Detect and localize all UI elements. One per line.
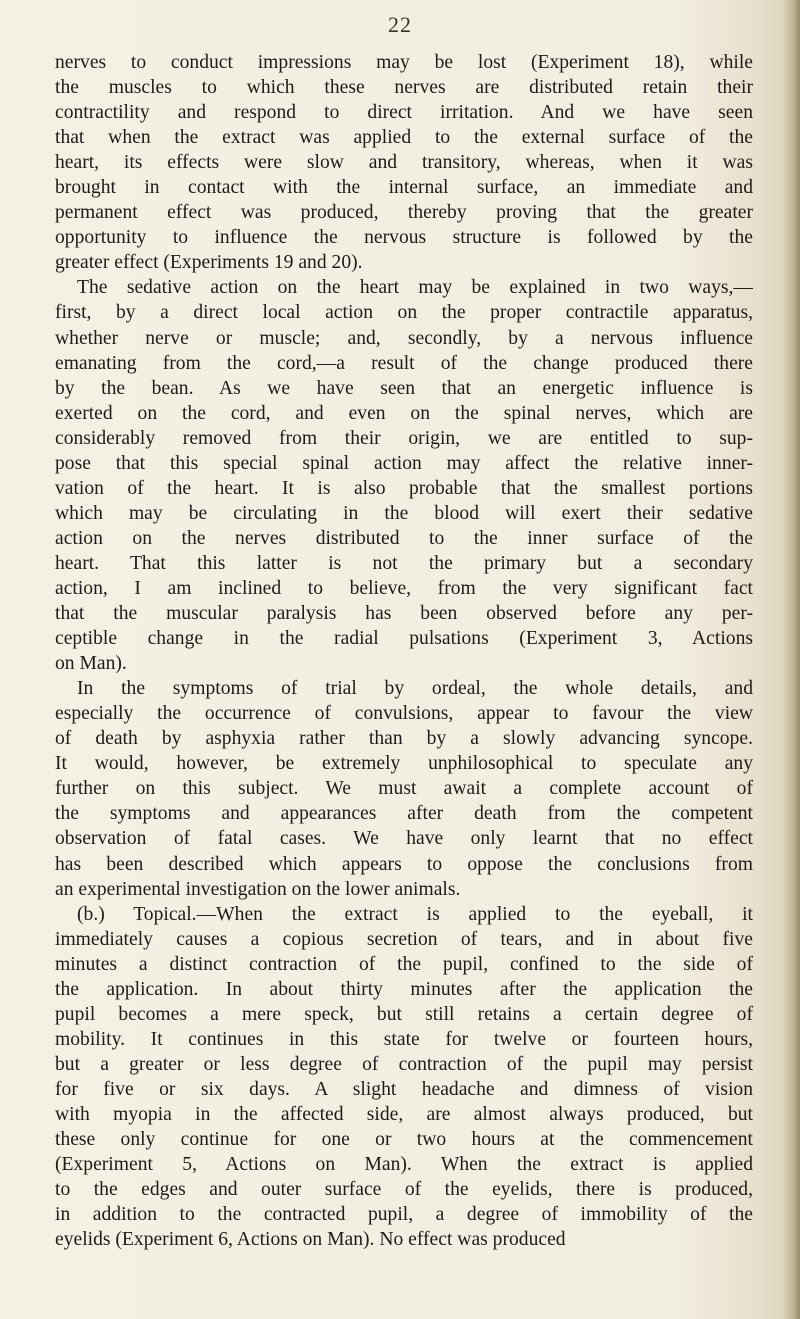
text-line: It would, however, be extremely unphilosophical to speculate any: [55, 753, 753, 775]
text-line: whether nerve or muscle; and, secondly, by a nervous influence: [55, 327, 753, 349]
text-line: minutes a distinct contraction of the pupil, confined to the side of: [55, 953, 753, 975]
text-line: the symptoms and appearances after death from the competent: [55, 803, 753, 825]
text-line: action on the nerves distributed to the inner surface of the: [55, 527, 753, 549]
text-line: these only continue for one or two hours at the commencement: [55, 1129, 753, 1151]
text-line: mobility. It continues in this state for twelve or fourteen hours,: [55, 1028, 753, 1050]
text-line: (Experiment 5, Actions on Man). When the extract is applied: [55, 1154, 753, 1176]
text-line: greater effect (Experiments 19 and 20).: [55, 252, 363, 274]
text-line: for five or six days. A slight headache and dimness of vision: [55, 1078, 753, 1100]
text-line: heart. That this latter is not the primary but a secondary: [55, 552, 753, 574]
text-line: with myopia in the affected side, are almost always produced, but: [55, 1103, 753, 1125]
text-line: eyelids (Experiment 6, Actions on Man). No effect was produced: [55, 1229, 566, 1251]
text-line: brought in contact with the internal surface, an immediate and: [55, 177, 753, 199]
text-line: emanating from the cord,—a result of the change produced there: [55, 352, 753, 374]
text-line: on Man).: [55, 653, 127, 675]
text-line: action, I am inclined to believe, from the very significant fact: [55, 577, 753, 599]
text-line: in addition to the contracted pupil, a degree of immobility of the: [55, 1204, 753, 1226]
text-line: that the muscular paralysis has been observed before any per-: [55, 603, 753, 625]
text-line: observation of fatal cases. We have only learnt that no effect: [55, 828, 753, 850]
text-line: exerted on the cord, and even on the spinal nerves, which are: [55, 402, 753, 424]
text-line: In the symptoms of trial by ordeal, the whole details, and: [77, 678, 753, 700]
text-line: that when the extract was applied to the external surface of the: [55, 127, 753, 149]
text-line: to the edges and outer surface of the eyelids, there is produced,: [55, 1179, 753, 1201]
text-line: immediately causes a copious secretion of tears, and in about five: [55, 928, 753, 950]
text-line: has been described which appears to oppose the conclusions from: [55, 853, 753, 875]
text-line: by the bean. As we have seen that an energetic influence is: [55, 377, 753, 399]
text-line: pupil becomes a mere speck, but still retains a certain degree of: [55, 1003, 753, 1025]
text-line: permanent effect was produced, thereby proving that the greater: [55, 202, 753, 224]
text-line: considerably removed from their origin, we are entitled to sup-: [55, 427, 753, 449]
text-line: first, by a direct local action on the proper contractile apparatus,: [55, 302, 753, 324]
text-line: especially the occurrence of convulsions, appear to favour the view: [55, 703, 753, 725]
text-line: which may be circulating in the blood will exert their sedative: [55, 502, 753, 524]
text-line: the muscles to which these nerves are distributed retain their: [55, 77, 753, 99]
text-line: but a greater or less degree of contraction of the pupil may persist: [55, 1053, 753, 1075]
text-line: ceptible change in the radial pulsations (Experiment 3, Actions: [55, 628, 753, 650]
text-line: vation of the heart. It is also probable that the smallest portions: [55, 477, 753, 499]
text-line: heart, its effects were slow and transitory, whereas, when it was: [55, 152, 753, 174]
text-line: opportunity to influence the nervous structure is followed by the: [55, 227, 753, 249]
text-line: the application. In about thirty minutes after the application the: [55, 978, 753, 1000]
text-line: The sedative action on the heart may be explained in two ways,—: [77, 277, 753, 299]
text-line: (b.) Topical.—When the extract is applied to the eyeball, it: [77, 903, 753, 925]
text-line: contractility and respond to direct irritation. And we have seen: [55, 102, 753, 124]
text-line: of death by asphyxia rather than by a slowly advancing syncope.: [55, 728, 753, 750]
text-line: nerves to conduct impressions may be lost (Experiment 18), while: [55, 52, 753, 73]
text-line: an experimental investigation on the lower animals.: [55, 878, 461, 900]
page-edge: [782, 0, 800, 1319]
page-number: 22: [388, 12, 412, 37]
body-text: [55, 50, 753, 1252]
text-line: further on this subject. We must await a complete account of: [55, 778, 753, 800]
text-line: pose that this special spinal action may affect the relative inner-: [55, 452, 753, 474]
